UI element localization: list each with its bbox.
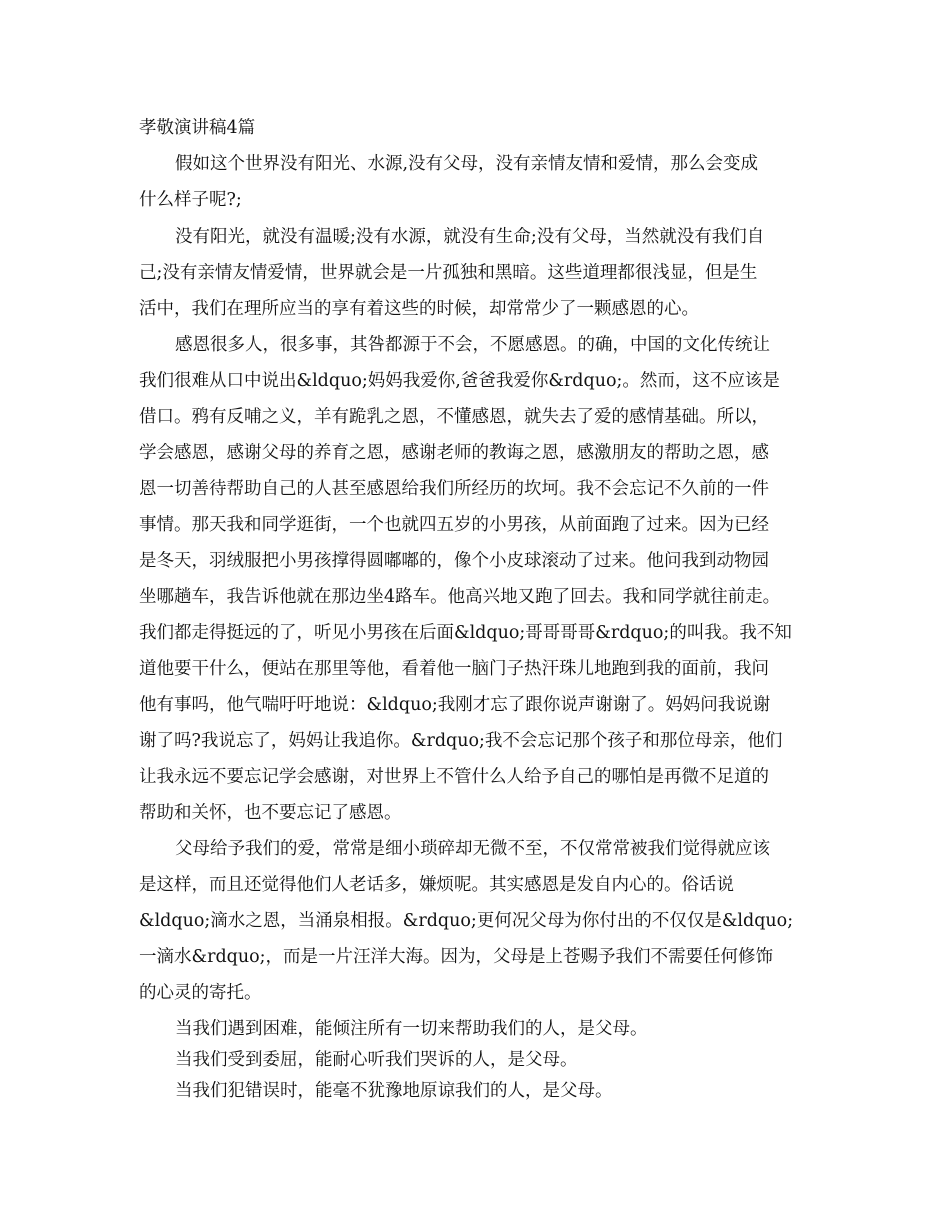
text-line: 没有阳光，就没有温暖;没有水源，就没有生命;没有父母，当然就没有我们自	[175, 227, 765, 247]
text-line: 什么样子呢?;	[139, 190, 242, 210]
text-line: 的心灵的寄托。	[139, 983, 262, 1003]
text-line: 借口。鸦有反哺之义，羊有跪乳之恩，不懂感恩，就失去了爱的感情基础。所以，	[139, 407, 769, 427]
text-line: 我们很难从口中说出&ldquo;妈妈我爱你,爸爸我爱你&rdquo;。然而，这不应该是	[139, 371, 780, 391]
text-line: 是冬天，羽绒服把小男孩撑得圆嘟嘟的，像个小皮球滚动了过来。他问我到动物园	[139, 551, 769, 571]
text-line: 坐哪趟车，我告诉他就在那边坐4路车。他高兴地又跑了回去。我和同学就往前走。	[139, 587, 781, 607]
text-line: 学会感恩，感谢父母的养育之恩，感谢老师的教诲之恩，感激朋友的帮助之恩，感	[139, 443, 769, 463]
text-line: 道他要干什么，便站在那里等他，看着他一脑门子热汗珠儿地跑到我的面前，我问	[139, 659, 769, 679]
text-line: 帮助和关怀，也不要忘记了感恩。	[139, 803, 402, 823]
text-line: 当我们遇到困难，能倾注所有一切来帮助我们的人，是父母。	[175, 1019, 648, 1039]
text-line: 让我永远不要忘记学会感谢，对世界上不管什么人给予自己的哪怕是再微不足道的	[139, 767, 769, 787]
text-line: 一滴水&rdquo;，而是一片汪洋大海。因为，父母是上苍赐予我们不需要任何修饰	[139, 947, 774, 967]
text-line: 是这样，而且还觉得他们人老话多，嫌烦呢。其实感恩是发自内心的。俗话说	[139, 875, 734, 895]
text-line: 己;没有亲情友情爱情，世界就会是一片孤独和黑暗。这些道理都很浅显，但是生	[139, 263, 758, 283]
text-line: &ldquo;滴水之恩，当涌泉相报。&rdquo;更何况父母为你付出的不仅仅是&ldquo;	[139, 911, 794, 931]
text-line: 假如这个世界没有阳光、水源,没有父母，没有亲情友情和爱情，那么会变成	[175, 154, 759, 174]
text-line: 活中，我们在理所应当的享有着这些的时候，却常常少了一颗感恩的心。	[139, 299, 699, 319]
text-line: 他有事吗，他气喘吁吁地说：&ldquo;我刚才忘了跟你说声谢谢了。妈妈问我说谢	[139, 695, 771, 715]
text-line: 恩一切善待帮助自己的人甚至感恩给我们所经历的坎坷。我不会忘记不久前的一件	[139, 479, 769, 499]
text-line: 事情。那天我和同学逛街，一个也就四五岁的小男孩，从前面跑了过来。因为已经	[139, 515, 769, 535]
text-line: 我们都走得挺远的了，听见小男孩在后面&ldquo;哥哥哥哥&rdquo;的叫我。我不知	[139, 623, 792, 643]
text-line: 当我们受到委屈，能耐心听我们哭诉的人，是父母。	[175, 1050, 578, 1070]
text-line: 父母给予我们的爱，常常是细小琐碎却无微不至，不仅常常被我们觉得就应该	[175, 839, 770, 859]
text-line: 谢了吗?我说忘了，妈妈让我追你。&rdquo;我不会忘记那个孩子和那位母亲，他们	[139, 731, 783, 751]
document-title: 孝敬演讲稿4篇	[139, 118, 256, 138]
text-line: 当我们犯错误时，能毫不犹豫地原谅我们的人，是父母。	[175, 1081, 613, 1101]
text-line: 感恩很多人，很多事，其咎都源于不会，不愿感恩。的确，中国的文化传统让	[175, 335, 770, 355]
